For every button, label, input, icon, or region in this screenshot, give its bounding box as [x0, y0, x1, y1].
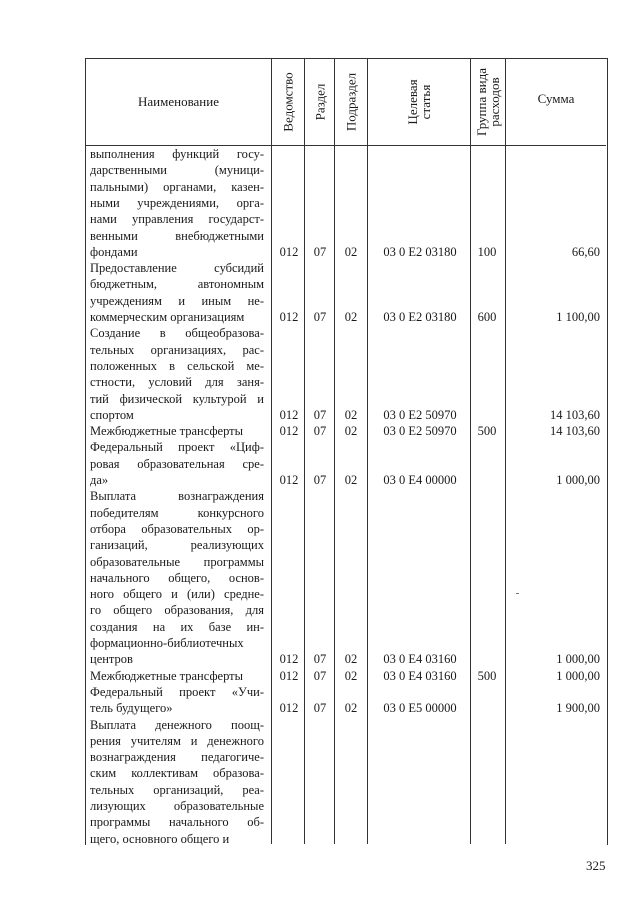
cell-podrazdel: 02: [344, 244, 358, 259]
cell-celevaya-statya: 03 0 Е4 00000: [383, 473, 457, 487]
header-celevaya-line1: Целевая: [405, 78, 420, 125]
cell-summa: 14 103,60: [550, 424, 600, 439]
row-name-line: Межбюджетные трансферты: [90, 668, 244, 683]
row-name-line: положенных в сельской ме-: [90, 358, 264, 373]
row-name-line: образовательные программы: [90, 554, 264, 569]
column-divider: [505, 58, 506, 844]
row-name-line: щего, основного общего и: [90, 831, 230, 846]
row-name-line: Федеральный проект «Учи-: [90, 684, 264, 699]
cell-vedomstvo: 012: [279, 407, 299, 422]
header-gruppa-line2: расходов: [487, 76, 502, 127]
row-name-line: тельных организаций, реа-: [90, 782, 264, 797]
header-vedomstvo-text: Ведомство: [280, 71, 296, 132]
cell-gruppa: 600: [477, 310, 497, 324]
header-gruppa-text: [475, 68, 501, 136]
row-name-line: программы начального об-: [90, 815, 264, 830]
cell-razdel: 07: [313, 407, 327, 422]
row-name-line: тий физической культурой и: [90, 391, 264, 406]
cell-celevaya-statya: 03 0 Е5 00000: [383, 701, 457, 716]
cell-razdel: 07: [313, 652, 327, 667]
cell-summa: 1 900,00: [556, 701, 600, 716]
row-name-line: учреждениям и иным не-: [90, 293, 264, 308]
row-name-line: да»: [90, 473, 109, 487]
cell-razdel: 07: [313, 424, 327, 439]
header-celevaya: [368, 58, 470, 145]
row-name-line: Межбюджетные трансферты: [90, 424, 244, 439]
page-number: 325: [586, 858, 606, 873]
row-name-line: пальными) органами, казен-: [90, 179, 264, 194]
cell-vedomstvo: 012: [279, 473, 299, 487]
cell-celevaya-statya: 03 0 Е2 03180: [383, 244, 457, 259]
cell-celevaya-statya: 03 0 Е4 03160: [383, 668, 457, 683]
row-name-line: венными внебюджетными: [90, 228, 264, 243]
header-podrazdel-text: Подраздел: [343, 72, 359, 131]
cell-celevaya-statya: 03 0 Е2 50970: [383, 407, 457, 422]
cell-summa: 1 100,00: [556, 310, 600, 324]
cell-razdel: 07: [313, 244, 327, 259]
cell-razdel: 07: [313, 668, 327, 683]
row-name-line: ганизаций, реализующих: [90, 538, 264, 553]
row-name-line: Предоставление субсидий: [90, 261, 264, 276]
row-name-line: отбора образовательных ор-: [90, 521, 264, 536]
cell-podrazdel: 02: [344, 473, 358, 487]
row-name-line: Выплата вознаграждения: [90, 489, 264, 504]
cell-razdel: 07: [313, 701, 327, 716]
row-name-line: Выплата денежного поощ-: [90, 717, 264, 732]
row-name-line: ским коллективам образова-: [90, 766, 264, 781]
row-name-line: ного общего и (или) средне-: [90, 587, 264, 602]
cell-summa: 1 000,00: [556, 668, 600, 683]
cell-summa: 1 000,00: [556, 473, 600, 487]
cell-razdel: 07: [313, 473, 327, 487]
header-gruppa-line1: Группа вида: [474, 67, 489, 136]
cell-summa: 14 103,60: [550, 407, 600, 422]
cell-podrazdel: 02: [344, 701, 358, 716]
row-name-line: фондами: [90, 244, 138, 259]
row-name-line: вознаграждения педагогиче-: [90, 750, 264, 765]
cell-podrazdel: 02: [344, 310, 358, 324]
row-name-line: рения учителям и денежного: [90, 733, 264, 748]
cell-vedomstvo: 012: [279, 701, 299, 716]
cell-vedomstvo: 012: [279, 244, 299, 259]
row-name-line: победителям конкурсного: [90, 505, 264, 520]
row-name-line: спортом: [90, 407, 134, 422]
cell-celevaya-statya: 03 0 Е2 03180: [383, 310, 457, 324]
scan-mark: [516, 593, 519, 594]
cell-gruppa: 500: [477, 668, 497, 683]
cell-gruppa: 500: [477, 424, 497, 439]
row-name-line: центров: [90, 652, 133, 667]
cell-vedomstvo: 012: [279, 424, 299, 439]
row-name-line: создания на их базе ин-: [90, 619, 264, 634]
cell-podrazdel: 02: [344, 407, 358, 422]
row-name-line: выполнения функций госу-: [90, 147, 264, 161]
row-name-line: Федеральный проект «Циф-: [90, 440, 264, 455]
header-name: [86, 58, 271, 145]
row-name-line: стности, условий для заня-: [90, 375, 264, 390]
row-name-line: ными учреждениями, орга-: [90, 195, 264, 210]
row-name-line: дарственными (муници-: [90, 163, 264, 178]
row-name-line: ровая образовательная сре-: [90, 456, 264, 471]
header-summa: [506, 58, 606, 145]
cell-vedomstvo: 012: [279, 652, 299, 667]
cell-podrazdel: 02: [344, 668, 358, 683]
row-name-line: тельных организациях, рас-: [90, 342, 264, 357]
cell-podrazdel: 02: [344, 424, 358, 439]
row-name-line: начального общего, основ-: [90, 570, 264, 585]
header-celevaya-text: [406, 79, 432, 124]
cell-razdel: 07: [313, 310, 327, 324]
row-name-line: Создание в общеобразова-: [90, 326, 264, 341]
header-gruppa: [471, 58, 505, 145]
cell-celevaya-statya: 03 0 Е4 03160: [383, 652, 457, 667]
column-divider: [367, 58, 368, 844]
column-divider: [271, 58, 272, 844]
cell-podrazdel: 02: [344, 652, 358, 667]
row-name-line: формационно-библиотечных: [90, 636, 244, 650]
row-name-line: тель будущего»: [90, 701, 173, 716]
row-name-line: нами управления государст-: [90, 212, 264, 227]
cell-vedomstvo: 012: [279, 310, 299, 324]
header-razdel-text: Раздел: [312, 83, 327, 120]
header-summa-text: Сумма: [537, 91, 575, 106]
cell-summa: 1 000,00: [556, 652, 600, 667]
cell-gruppa: 100: [477, 244, 497, 259]
header-vedomstvo: [272, 58, 304, 145]
column-divider: [304, 58, 305, 844]
row-name-line: лизующих образовательные: [90, 799, 264, 813]
row-name-line: го общего образования, для: [90, 603, 264, 618]
column-divider: [334, 58, 335, 844]
header-name-text: Наименование: [138, 94, 219, 109]
cell-celevaya-statya: 03 0 Е2 50970: [383, 424, 457, 439]
header-celevaya-line2: статья: [418, 84, 433, 119]
cell-vedomstvo: 012: [279, 668, 299, 683]
header-razdel: [305, 58, 334, 145]
column-divider: [470, 58, 471, 844]
cell-summa: 66,60: [571, 244, 600, 259]
row-name-line: коммерческим организациям: [90, 310, 245, 324]
header-podrazdel: [335, 58, 367, 145]
row-name-line: бюджетным, автономным: [90, 277, 264, 292]
